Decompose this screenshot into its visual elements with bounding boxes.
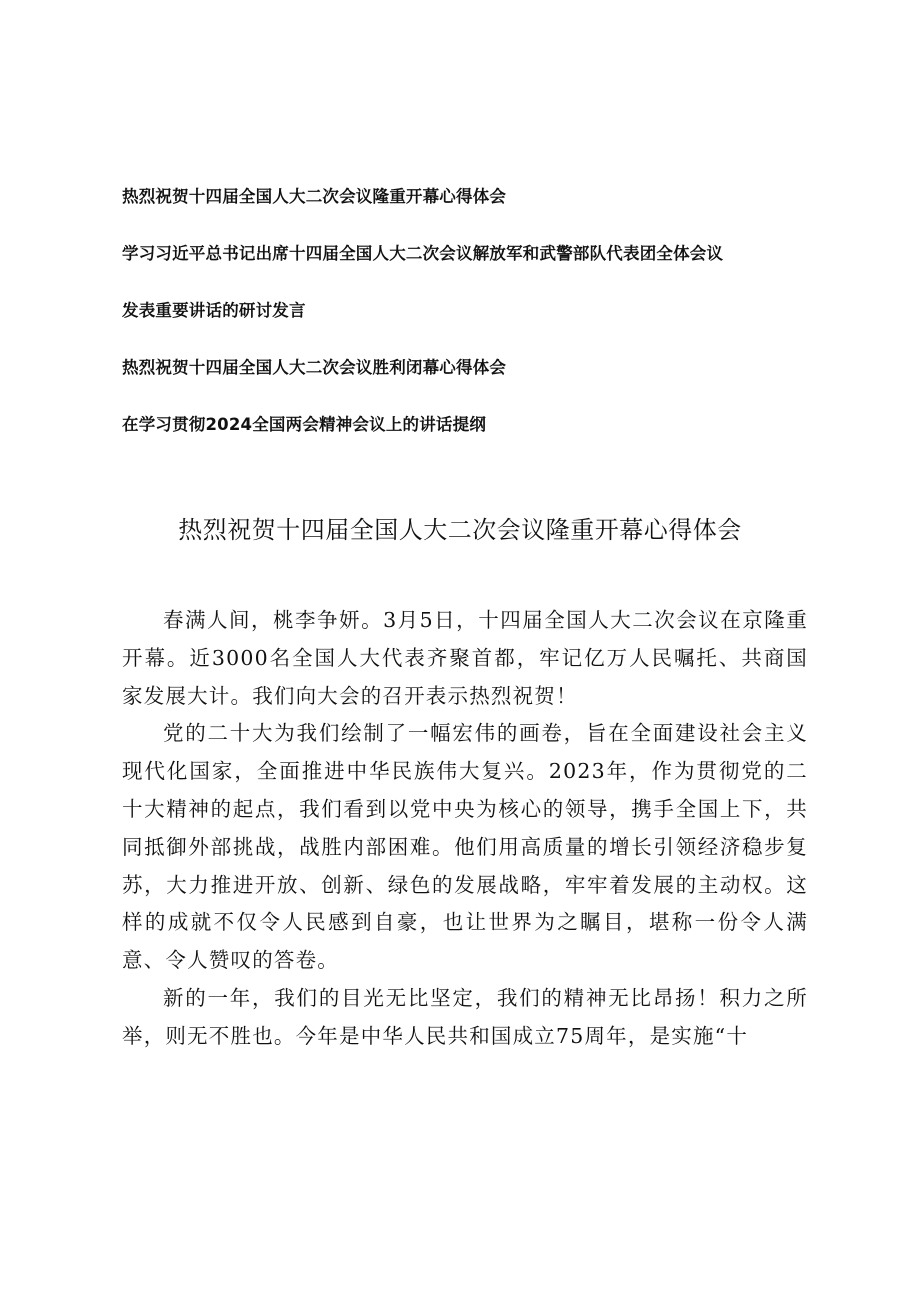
table-of-contents: [122, 183, 822, 468]
article-body: [122, 602, 808, 1056]
toc-item: 热烈祝贺十四届全国人大二次会议隆重开幕心得体会: [122, 187, 507, 206]
toc-item: 热烈祝贺十四届全国人大二次会议胜利闭幕心得体会: [122, 358, 507, 377]
toc-item: 发表重要讲话的研讨发言: [122, 301, 306, 320]
article-title: 热烈祝贺十四届全国人大二次会议隆重开幕心得体会: [178, 516, 742, 544]
body-paragraph: 新的一年，我们的目光无比坚定，我们的精神无比昂扬！积力之所举，则无不胜也。今年是中华人民共和国成立75周年，是实施“十: [122, 985, 808, 1048]
toc-item: 学习习近平总书记出席十四届全国人大二次会议解放军和武警部队代表团全体会议: [122, 244, 724, 263]
body-paragraph: 党的二十大为我们绘制了一幅宏伟的画卷，旨在全面建设社会主义现代化国家，全面推进中华民族伟大复兴。2023年，作为贯彻党的二十大精神的起点，我们看到以党中央为核心的领导，携手全国上下，共同抵御外部挑战，战胜内部困难。他们用高质量的增长引领经济稳步复苏，大力推进开放、创新、绿色的发展战略，牢牢着发展的主动权。这样的成就不仅令人民感到自豪，也让世界为之瞩目，堪称一份令人满意、令人赞叹的答卷。: [122, 721, 808, 973]
toc-item: 在学习贯彻2024全国两会精神会议上的讲话提纲: [122, 415, 487, 434]
body-paragraph: 春满人间，桃李争妍。3月5日，十四届全国人大二次会议在京隆重开幕。近3000名全国人大代表齐聚首都，牢记亿万人民嘱托、共商国家发展大计。我们向大会的召开表示热烈祝贺！: [122, 608, 808, 708]
